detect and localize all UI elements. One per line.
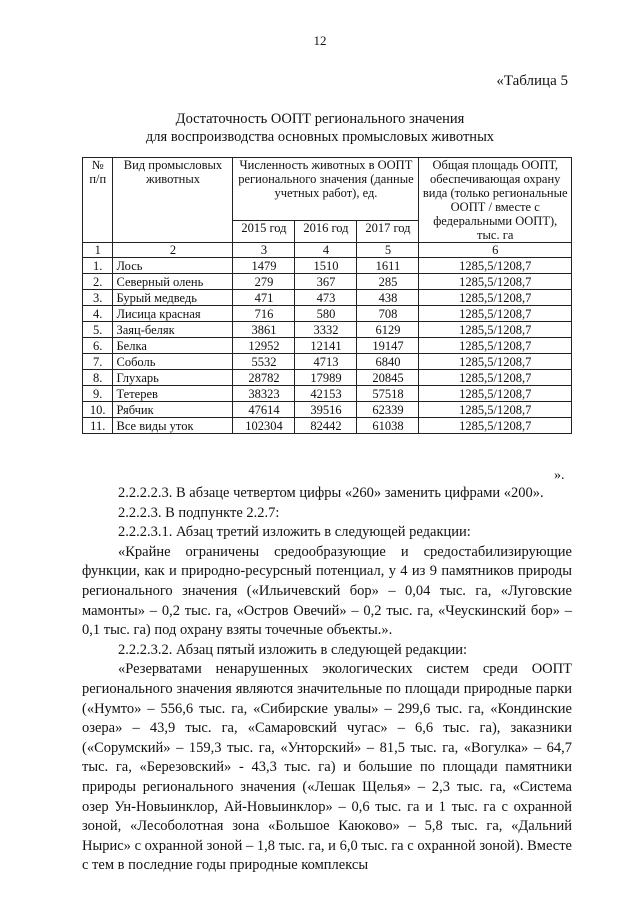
header-year-2017: 2017 год <box>357 221 419 243</box>
cell-name: Тетерев <box>113 386 233 402</box>
cell-y2017: 57518 <box>357 386 419 402</box>
cell-y2015: 12952 <box>233 338 295 354</box>
paragraph: «Резерватами ненарушенных экологических систем среди ООПТ регионального значения являются значительные по площади природные парки («Нумто» – 556,6 тыс. га, «Сибирские увалы» – 299,6 тыс. га, «Кондинские озера» – 43,9 тыс. га, «Самаровский чугас» – 6,6 тыс. га), заказники («Сорумский» – 159,3 тыс. га, «Унторский» – 81,5 тыс. га, «Вогулка» – 64,7 тыс. га, «Березовский» - 43,3 тыс. га) и большие по площади памятники природы регионального значения («Лешак Щелья» – 2,3 тыс. га, «Система озер Ун-Новыинклор, Ай-Новыинклор» – 0,6 тыс. га и 1 тыс. га с охранной зоной, «Лесоболотная зона «Большое Каюково» – 5,8 тыс. га, «Дальний Нырис» с охранной зоной – 1,8 тыс. га, и 6,0 тыс. га с охранной зоной). Вместе с тем в последние годы природные комплексы <box>82 661 572 874</box>
column-index: 6 <box>419 243 572 258</box>
cell-area: 1285,5/1208,7 <box>419 274 572 290</box>
cell-no: 7. <box>83 354 113 370</box>
cell-name: Глухарь <box>113 370 233 386</box>
cell-y2015: 1479 <box>233 258 295 274</box>
table-row <box>83 402 572 418</box>
page-number: 12 <box>313 33 327 48</box>
table-row <box>83 338 572 354</box>
cell-y2017: 6840 <box>357 354 419 370</box>
table-row <box>83 322 572 338</box>
header-count: Численность животных в ООПТ регионального значения (данные учетных работ), ед. <box>233 158 419 221</box>
cell-y2017: 708 <box>357 306 419 322</box>
species-table <box>82 157 572 434</box>
cell-y2015: 38323 <box>233 386 295 402</box>
cell-y2016: 39516 <box>295 402 357 418</box>
cell-name: Все виды уток <box>113 418 233 434</box>
cell-y2017: 285 <box>357 274 419 290</box>
cell-y2015: 279 <box>233 274 295 290</box>
cell-name: Белка <box>113 338 233 354</box>
cell-name: Соболь <box>113 354 233 370</box>
cell-y2016: 367 <box>295 274 357 290</box>
cell-y2015: 47614 <box>233 402 295 418</box>
cell-name: Бурый медведь <box>113 290 233 306</box>
cell-area: 1285,5/1208,7 <box>419 386 572 402</box>
cell-y2016: 3332 <box>295 322 357 338</box>
cell-area: 1285,5/1208,7 <box>419 354 572 370</box>
cell-name: Северный олень <box>113 274 233 290</box>
column-index: 5 <box>357 243 419 258</box>
cell-area: 1285,5/1208,7 <box>419 338 572 354</box>
column-index: 2 <box>113 243 233 258</box>
table-row <box>83 418 572 434</box>
cell-area: 1285,5/1208,7 <box>419 322 572 338</box>
cell-area: 1285,5/1208,7 <box>419 370 572 386</box>
amendment-text <box>82 484 572 876</box>
cell-name: Рябчик <box>113 402 233 418</box>
paragraph: 2.2.2.2.3. В абзаце четвертом цифры «260» заменить цифрами «200». <box>118 485 544 501</box>
cell-no: 1. <box>83 258 113 274</box>
column-index: 4 <box>295 243 357 258</box>
cell-y2017: 1611 <box>357 258 419 274</box>
cell-y2016: 4713 <box>295 354 357 370</box>
table-body <box>83 243 572 434</box>
table-row <box>83 274 572 290</box>
cell-no: 5. <box>83 322 113 338</box>
cell-y2016: 580 <box>295 306 357 322</box>
cell-area: 1285,5/1208,7 <box>419 306 572 322</box>
cell-y2015: 5532 <box>233 354 295 370</box>
header-year-2015: 2015 год <box>233 221 295 243</box>
table-row <box>83 386 572 402</box>
cell-y2016: 17989 <box>295 370 357 386</box>
table-row <box>83 306 572 322</box>
paragraph: 2.2.2.3.1. Абзац третий изложить в следующей редакции: <box>118 524 471 541</box>
table-row <box>83 258 572 274</box>
cell-y2017: 20845 <box>357 370 419 386</box>
cell-no: 4. <box>83 306 113 322</box>
table-title-line-2: для воспроизводства основных промысловых животных <box>145 129 495 145</box>
header-number: № п/п <box>83 158 113 243</box>
column-index: 1 <box>83 243 113 258</box>
cell-y2017: 19147 <box>357 338 419 354</box>
cell-y2015: 102304 <box>233 418 295 434</box>
cell-no: 11. <box>83 418 113 434</box>
cell-no: 9. <box>83 386 113 402</box>
paragraph: 2.2.2.3. В подпункте 2.2.7: <box>118 504 280 521</box>
paragraph: 2.2.2.3.2. Абзац пятый изложить в следующей редакции: <box>118 641 468 658</box>
cell-y2017: 438 <box>357 290 419 306</box>
cell-no: 6. <box>83 338 113 354</box>
cell-no: 2. <box>83 274 113 290</box>
cell-y2016: 82442 <box>295 418 357 434</box>
table-row <box>83 354 572 370</box>
cell-y2016: 1510 <box>295 258 357 274</box>
cell-no: 10. <box>83 402 113 418</box>
cell-y2017: 61038 <box>357 418 419 434</box>
column-index: 3 <box>233 243 295 258</box>
paragraph: «Крайне ограничены средообразующие и средостабилизирующие функции, как и природно-ресурсный потенциал, у 4 из 9 памятников природы регионального значения («Ильичевский бор» – 0,04 тыс. га, «Луговские мамонты» – 0,2 тыс. га, «Остров Овечий» – 0,2 тыс. га, «Чеускинский бор» – 0,1 тыс. га) под охрану взяты точечные объекты.». <box>82 543 572 639</box>
header-species: Вид промысловых животных <box>113 158 233 243</box>
cell-y2015: 716 <box>233 306 295 322</box>
cell-area: 1285,5/1208,7 <box>419 290 572 306</box>
table-label: «Таблица 5 <box>496 73 568 89</box>
table-title <box>0 110 640 146</box>
cell-area: 1285,5/1208,7 <box>419 418 572 434</box>
cell-y2017: 6129 <box>357 322 419 338</box>
cell-area: 1285,5/1208,7 <box>419 258 572 274</box>
cell-y2016: 12141 <box>295 338 357 354</box>
cell-y2017: 62339 <box>357 402 419 418</box>
table-row <box>83 370 572 386</box>
cell-name: Лось <box>113 258 233 274</box>
cell-y2016: 473 <box>295 290 357 306</box>
cell-y2016: 42153 <box>295 386 357 402</box>
header-year-2016: 2016 год <box>295 221 357 243</box>
column-index-row <box>83 243 572 258</box>
table-row <box>83 290 572 306</box>
cell-y2015: 28782 <box>233 370 295 386</box>
cell-no: 8. <box>83 370 113 386</box>
cell-area: 1285,5/1208,7 <box>419 402 572 418</box>
table-title-line-1: Достаточность ООПТ регионального значения <box>175 111 465 127</box>
cell-name: Заяц-беляк <box>113 322 233 338</box>
cell-name: Лисица красная <box>113 306 233 322</box>
cell-y2015: 471 <box>233 290 295 306</box>
table-closing-quote: ». <box>554 468 565 483</box>
cell-y2015: 3861 <box>233 322 295 338</box>
header-area: Общая площадь ООПТ, обеспечивающая охрану вида (только региональные ООПТ / вместе с федеральными ООПТ), тыс. га <box>419 158 572 243</box>
cell-no: 3. <box>83 290 113 306</box>
